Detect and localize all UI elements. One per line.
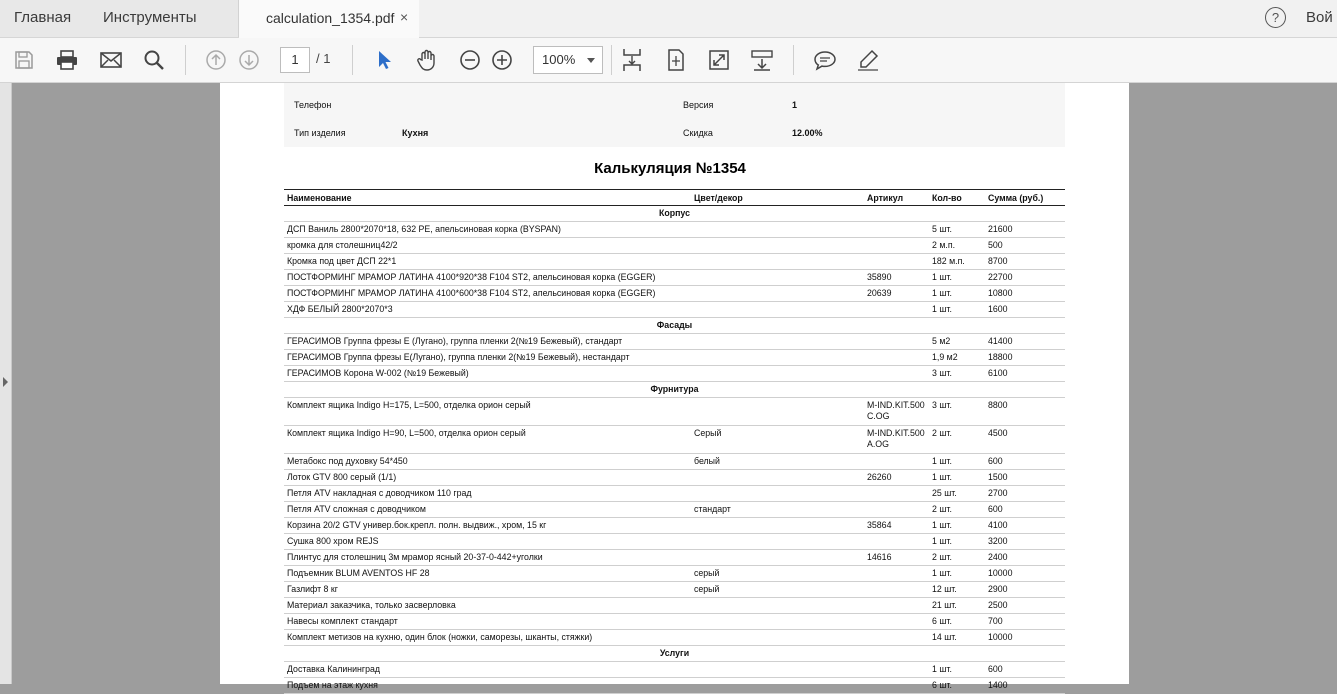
table-row [284, 334, 1065, 350]
cell-color: серый [691, 566, 864, 582]
cell-sum: 600 [985, 502, 1065, 518]
cell-color [691, 598, 864, 614]
cell-article: M-IND.KIT.500C.OG [864, 398, 929, 426]
table-row [284, 662, 1065, 678]
cell-name: ПОСТФОРМИНГ МРАМОР ЛАТИНА 4100*600*38 F104 ST2, апельсиновая корка (EGGER) [284, 286, 691, 302]
column-header-name: Наименование [284, 190, 691, 206]
page-number-input[interactable]: 1 [280, 47, 310, 73]
cell-sum: 600 [985, 662, 1065, 678]
cell-sum: 8800 [985, 398, 1065, 426]
cell-article [864, 502, 929, 518]
cell-color [691, 334, 864, 350]
cell-sum: 1500 [985, 470, 1065, 486]
table-row [284, 614, 1065, 630]
cell-qty: 1 шт. [929, 454, 985, 470]
cell-color [691, 534, 864, 550]
section-title: Корпус [284, 206, 1065, 222]
cell-color [691, 486, 864, 502]
cell-color [691, 398, 864, 426]
cell-article: 35890 [864, 270, 929, 286]
cell-color [691, 254, 864, 270]
cell-article [864, 366, 929, 382]
table-row [284, 398, 1065, 426]
section-title: Фасады [284, 318, 1065, 334]
table-row [284, 286, 1065, 302]
calculation-table [284, 189, 1065, 694]
page-up-icon[interactable] [202, 46, 230, 74]
cell-article [864, 454, 929, 470]
cell-color: белый [691, 454, 864, 470]
table-row [284, 302, 1065, 318]
cell-color [691, 222, 864, 238]
cell-name: Петля ATV накладная с доводчиком 110 град [284, 486, 691, 502]
close-tab-icon[interactable]: × [400, 9, 409, 25]
help-icon[interactable]: ? [1265, 7, 1286, 28]
cell-qty: 5 м2 [929, 334, 985, 350]
column-header-qty: Кол-во [929, 190, 985, 206]
highlight-pen-icon[interactable] [854, 46, 882, 74]
cell-sum: 22700 [985, 270, 1065, 286]
cell-qty: 1 шт. [929, 662, 985, 678]
cell-sum: 600 [985, 454, 1065, 470]
cell-sum: 6100 [985, 366, 1065, 382]
zoom-value: 100% [542, 52, 576, 67]
table-row [284, 350, 1065, 366]
cell-name: ХДФ БЕЛЫЙ 2800*2070*3 [284, 302, 691, 318]
cell-sum: 2400 [985, 550, 1065, 566]
cell-name: Метабокс под духовку 54*450 [284, 454, 691, 470]
cell-name: ГЕРАСИМОВ Корона W-002 (№19 Бежевый) [284, 366, 691, 382]
cell-name: Комплект ящика Indigo H=90, L=500, отделка орион серый [284, 426, 691, 454]
cell-article [864, 222, 929, 238]
table-row [284, 454, 1065, 470]
cell-qty: 25 шт. [929, 486, 985, 502]
cell-sum: 10800 [985, 286, 1065, 302]
zoom-in-icon[interactable] [488, 46, 516, 74]
cell-article [864, 630, 929, 646]
side-panel[interactable] [0, 83, 12, 684]
document-tab-title: calculation_1354.pdf [266, 10, 395, 26]
cell-sum: 10000 [985, 630, 1065, 646]
hand-tool-icon[interactable] [413, 46, 441, 74]
section-header-row [284, 646, 1065, 662]
cell-article [864, 662, 929, 678]
cell-qty: 1 шт. [929, 270, 985, 286]
cell-qty: 1 шт. [929, 534, 985, 550]
cell-qty: 1 шт. [929, 566, 985, 582]
cell-name: Комплект метизов на кухню, один блок (ножки, саморезы, шканты, стяжки) [284, 630, 691, 646]
expand-panel-icon[interactable] [3, 377, 8, 387]
page-down-icon[interactable] [235, 46, 263, 74]
table-row [284, 254, 1065, 270]
cell-article [864, 678, 929, 694]
cell-sum: 10000 [985, 566, 1065, 582]
search-icon[interactable] [140, 46, 168, 74]
email-icon[interactable] [97, 46, 125, 74]
cell-sum: 4500 [985, 426, 1065, 454]
cell-sum: 700 [985, 614, 1065, 630]
info-box [284, 83, 1065, 147]
document-tab[interactable] [239, 0, 419, 38]
cell-article [864, 614, 929, 630]
cell-name: ДСП Ваниль 2800*2070*18, 632 PE, апельсиновая корка (BYSPAN) [284, 222, 691, 238]
cell-sum: 8700 [985, 254, 1065, 270]
table-header-row [284, 190, 1065, 206]
cell-qty: 14 шт. [929, 630, 985, 646]
toolbar-divider [793, 45, 794, 75]
cell-color: серый [691, 582, 864, 598]
cell-article [864, 534, 929, 550]
table-row [284, 486, 1065, 502]
cell-color [691, 662, 864, 678]
scroll-mode-icon[interactable] [618, 46, 646, 74]
menu-home[interactable]: Главная [14, 9, 72, 26]
toolbar-divider [611, 45, 612, 75]
cell-color [691, 366, 864, 382]
table-body [284, 206, 1065, 694]
cell-article: 20639 [864, 286, 929, 302]
select-cursor-icon[interactable] [370, 46, 398, 74]
cell-qty: 21 шт. [929, 598, 985, 614]
menu-bar [0, 0, 1337, 38]
cell-qty: 2 шт. [929, 502, 985, 518]
cell-qty: 6 шт. [929, 678, 985, 694]
column-header-color: Цвет/декор [691, 190, 864, 206]
read-mode-icon[interactable] [748, 46, 776, 74]
cell-qty: 3 шт. [929, 398, 985, 426]
cell-name: Подъемник BLUM AVENTOS HF 28 [284, 566, 691, 582]
cell-name: Материал заказчика, только засверловка [284, 598, 691, 614]
cell-qty: 5 шт. [929, 222, 985, 238]
cell-article [864, 598, 929, 614]
cell-color [691, 550, 864, 566]
menu-left-area [0, 0, 239, 37]
cell-name: Подъем на этаж кухня [284, 678, 691, 694]
table-row [284, 426, 1065, 454]
cell-name: Лоток GTV 800 серый (1/1) [284, 470, 691, 486]
cell-qty: 6 шт. [929, 614, 985, 630]
table-row [284, 550, 1065, 566]
cell-article [864, 486, 929, 502]
cell-article [864, 254, 929, 270]
table-row [284, 518, 1065, 534]
cell-sum: 21600 [985, 222, 1065, 238]
cell-article [864, 566, 929, 582]
page-total: / 1 [316, 51, 331, 66]
cell-color [691, 302, 864, 318]
cell-name: ПОСТФОРМИНГ МРАМОР ЛАТИНА 4100*920*38 F104 ST2, апельсиновая корка (EGGER) [284, 270, 691, 286]
cell-sum: 2900 [985, 582, 1065, 598]
cell-qty: 2 шт. [929, 550, 985, 566]
cell-color: стандарт [691, 502, 864, 518]
menu-tools[interactable]: Инструменты [103, 9, 197, 26]
cell-name: Сушка 800 хром REJS [284, 534, 691, 550]
cell-article [864, 238, 929, 254]
cell-color [691, 470, 864, 486]
table-row [284, 566, 1065, 582]
cell-name: Комплект ящика Indigo H=175, L=500, отделка орион серый [284, 398, 691, 426]
cell-name: Плинтус для столешниц 3м мрамор ясный 20-37-0-442+уголки [284, 550, 691, 566]
table-row [284, 222, 1065, 238]
save-icon[interactable] [10, 46, 38, 74]
cell-color [691, 614, 864, 630]
cell-sum: 500 [985, 238, 1065, 254]
toolbar-divider [352, 45, 353, 75]
cell-article: 14616 [864, 550, 929, 566]
table-row [284, 502, 1065, 518]
table-row [284, 366, 1065, 382]
table-row [284, 270, 1065, 286]
chevron-down-icon [587, 58, 595, 63]
cell-color [691, 678, 864, 694]
section-title: Фурнитура [284, 382, 1065, 398]
table-row [284, 470, 1065, 486]
print-icon[interactable] [53, 46, 81, 74]
cell-sum: 41400 [985, 334, 1065, 350]
version-label: Версия [683, 100, 714, 110]
cell-name: ГЕРАСИМОВ Группа фрезы Е (Лугано), группа пленки 2(№19 Бежевый), стандарт [284, 334, 691, 350]
cell-article [864, 350, 929, 366]
cell-sum: 18800 [985, 350, 1065, 366]
full-screen-icon[interactable] [705, 46, 733, 74]
cell-name: Газлифт 8 кг [284, 582, 691, 598]
cell-name: Доставка Калининград [284, 662, 691, 678]
cell-name: Корзина 20/2 GTV универ.бок.крепл. полн. выдвиж., хром, 15 кг [284, 518, 691, 534]
cell-qty: 3 шт. [929, 366, 985, 382]
zoom-out-icon[interactable] [456, 46, 484, 74]
cell-sum: 1600 [985, 302, 1065, 318]
cell-name: Навесы комплект стандарт [284, 614, 691, 630]
cell-name: Кромка под цвет ДСП 22*1 [284, 254, 691, 270]
product-type-label: Тип изделия [294, 128, 346, 138]
cell-article: 35864 [864, 518, 929, 534]
section-title: Услуги [284, 646, 1065, 662]
column-header-article: Артикул [864, 190, 929, 206]
cell-sum: 2700 [985, 486, 1065, 502]
document-title: Калькуляция №1354 [594, 160, 746, 177]
comment-icon[interactable] [811, 46, 839, 74]
cell-color [691, 238, 864, 254]
cell-name: кромка для столешниц42/2 [284, 238, 691, 254]
cell-color [691, 630, 864, 646]
fit-page-icon[interactable] [662, 46, 690, 74]
cell-article: M-IND.KIT.500A.OG [864, 426, 929, 454]
column-header-sum: Сумма (руб.) [985, 190, 1065, 206]
toolbar [0, 38, 1337, 83]
cell-qty: 1 шт. [929, 470, 985, 486]
cell-qty: 2 шт. [929, 426, 985, 454]
cell-color: Серый [691, 426, 864, 454]
cell-color [691, 270, 864, 286]
table-row [284, 630, 1065, 646]
table-row [284, 238, 1065, 254]
cell-qty: 12 шт. [929, 582, 985, 598]
signin-link[interactable]: Вой [1306, 9, 1333, 26]
section-header-row [284, 382, 1065, 398]
cell-qty: 1 шт. [929, 286, 985, 302]
cell-article [864, 302, 929, 318]
cell-article: 26260 [864, 470, 929, 486]
cell-qty: 1,9 м2 [929, 350, 985, 366]
cell-qty: 182 м.п. [929, 254, 985, 270]
table-row [284, 678, 1065, 694]
discount-value: 12.00% [792, 128, 823, 138]
phone-label: Телефон [294, 100, 332, 110]
discount-label: Скидка [683, 128, 713, 138]
version-value: 1 [792, 100, 798, 110]
cell-color [691, 350, 864, 366]
table-row [284, 534, 1065, 550]
cell-sum: 1400 [985, 678, 1065, 694]
table-row [284, 582, 1065, 598]
section-header-row [284, 206, 1065, 222]
cell-sum: 3200 [985, 534, 1065, 550]
product-type-value: Кухня [402, 128, 429, 138]
cell-qty: 2 м.п. [929, 238, 985, 254]
table-row [284, 598, 1065, 614]
cell-color [691, 286, 864, 302]
pdf-page [220, 83, 1129, 690]
cell-sum: 4100 [985, 518, 1065, 534]
section-header-row [284, 318, 1065, 334]
cell-article [864, 334, 929, 350]
cell-sum: 2500 [985, 598, 1065, 614]
cell-name: ГЕРАСИМОВ Группа фрезы Е(Лугано), группа пленки 2(№19 Бежевый), нестандарт [284, 350, 691, 366]
cell-qty: 1 шт. [929, 302, 985, 318]
toolbar-divider [185, 45, 186, 75]
cell-name: Петля ATV сложная с доводчиком [284, 502, 691, 518]
cell-color [691, 518, 864, 534]
cell-article [864, 582, 929, 598]
zoom-select[interactable] [533, 46, 603, 74]
cell-qty: 1 шт. [929, 518, 985, 534]
